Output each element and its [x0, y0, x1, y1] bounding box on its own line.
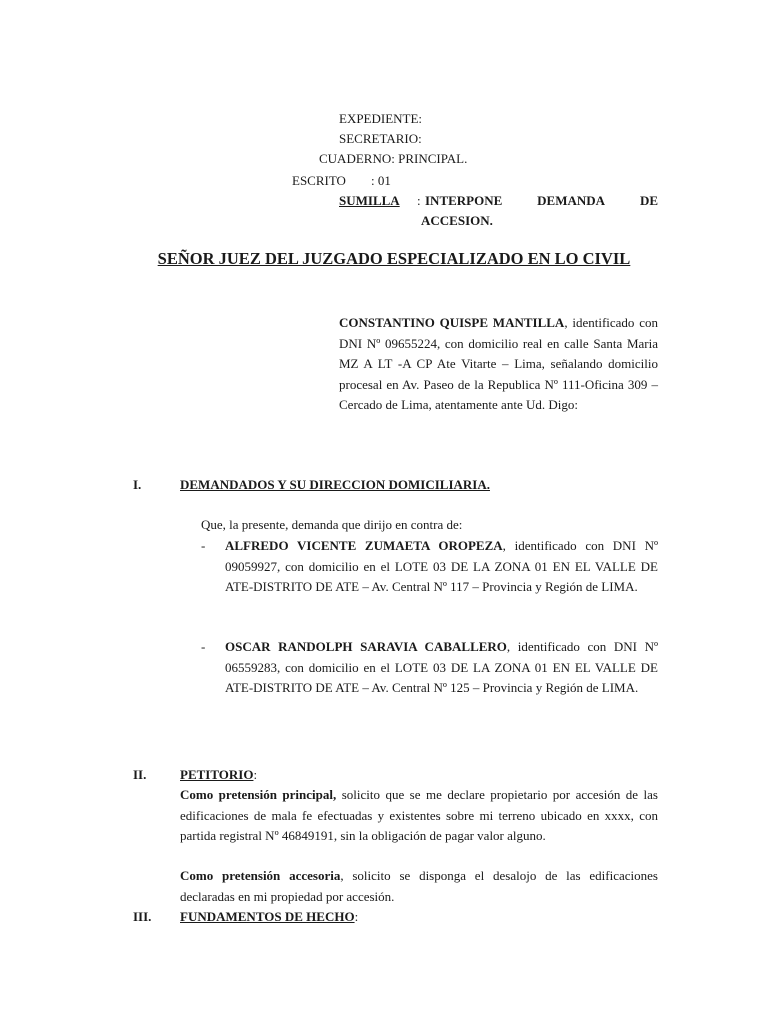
defendant-1-text: , identificado con DNI Nº 09059927, con domicilio en el LOTE 03 DE LA ZONA 01 EN EL VALLE DE ATE-DISTRITO DE ATE – Av. Central Nº 117 – Provincia y Región de LIMA.: [225, 538, 659, 594]
accesoria-text: , solicito se disponga el desalojo de las edificaciones declaradas en mi propiedad por accesión.: [180, 868, 658, 904]
defendant-2-paragraph: [225, 637, 658, 699]
section-3-heading: FUNDAMENTOS DE HECHO: [180, 909, 355, 924]
cuaderno-label: CUADERNO: PRINCIPAL.: [319, 151, 468, 166]
sumilla-label: SUMILLA: [339, 193, 400, 208]
principal-text: solicito que se me declare propietario por accesión de las edificaciones de mala fe efectuadas y existentes sobre mi terreno ubicado en xxxx, con partida registral Nº 46849191, sin la obligación de pagar valor alguno.: [180, 787, 658, 843]
petitorio-principal-paragraph: [180, 785, 658, 847]
section-1-lead: Que, la presente, demanda que dirijo en contra de:: [201, 517, 463, 532]
section-3-number: III.: [133, 909, 152, 924]
principal-label: Como pretensión principal,: [180, 787, 337, 802]
intro-paragraph: [339, 313, 658, 416]
defendant-1-dash: -: [201, 538, 206, 553]
escrito-value: : 01: [371, 173, 391, 188]
sumilla-word-3: DE: [639, 193, 658, 208]
secretario-label: SECRETARIO:: [339, 131, 422, 146]
sumilla-word-1: INTERPONE: [425, 193, 503, 208]
defendant-2-name: OSCAR RANDOLPH SARAVIA CABALLERO: [225, 639, 507, 654]
defendant-2-text: , identificado con DNI Nº 06559283, con domicilio en el LOTE 03 DE LA ZONA 01 EN EL VALLE DE ATE-DISTRITO DE ATE – Av. Central Nº 125 – Provincia y Región de LIMA.: [225, 639, 658, 695]
defendant-1-paragraph: [225, 536, 658, 598]
sumilla-line-2: ACCESION.: [421, 213, 493, 228]
section-2-colon: :: [253, 767, 258, 782]
section-1-number: I.: [133, 477, 142, 492]
section-2-number: II.: [133, 767, 147, 782]
section-2-heading-wrap: [180, 765, 257, 785]
petitorio-accesoria-paragraph: [180, 866, 658, 907]
sumilla-word-2: DEMANDA: [537, 193, 606, 208]
sumilla-line-1: [425, 191, 658, 211]
accesoria-label: Como pretensión accesoria: [180, 868, 341, 883]
section-3-colon: :: [354, 909, 359, 924]
document-title: SEÑOR JUEZ DEL JUZGADO ESPECIALIZADO EN LO CIVIL: [157, 249, 631, 268]
intro-text: , identificado con DNI Nº 09655224, con domicilio real en calle Santa Maria MZ A LT -A CP Ate Vitarte – Lima, señalando domicilio procesal en Av. Paseo de la Republica Nº 111-Oficina 309 – Cercado de Lima, atentamente ante Ud. Digo:: [339, 315, 658, 412]
sumilla-separator: :: [417, 193, 421, 208]
expediente-label: EXPEDIENTE:: [339, 111, 423, 126]
section-3-heading-wrap: [180, 907, 358, 927]
escrito-label: ESCRITO: [292, 173, 346, 188]
section-1-heading: DEMANDADOS Y SU DIRECCION DOMICILIARIA.: [180, 477, 490, 492]
plaintiff-name: CONSTANTINO QUISPE MANTILLA: [339, 315, 565, 330]
section-2-heading: PETITORIO: [180, 767, 254, 782]
defendant-2-dash: -: [201, 639, 206, 654]
defendant-1-name: ALFREDO VICENTE ZUMAETA OROPEZA: [225, 538, 503, 553]
